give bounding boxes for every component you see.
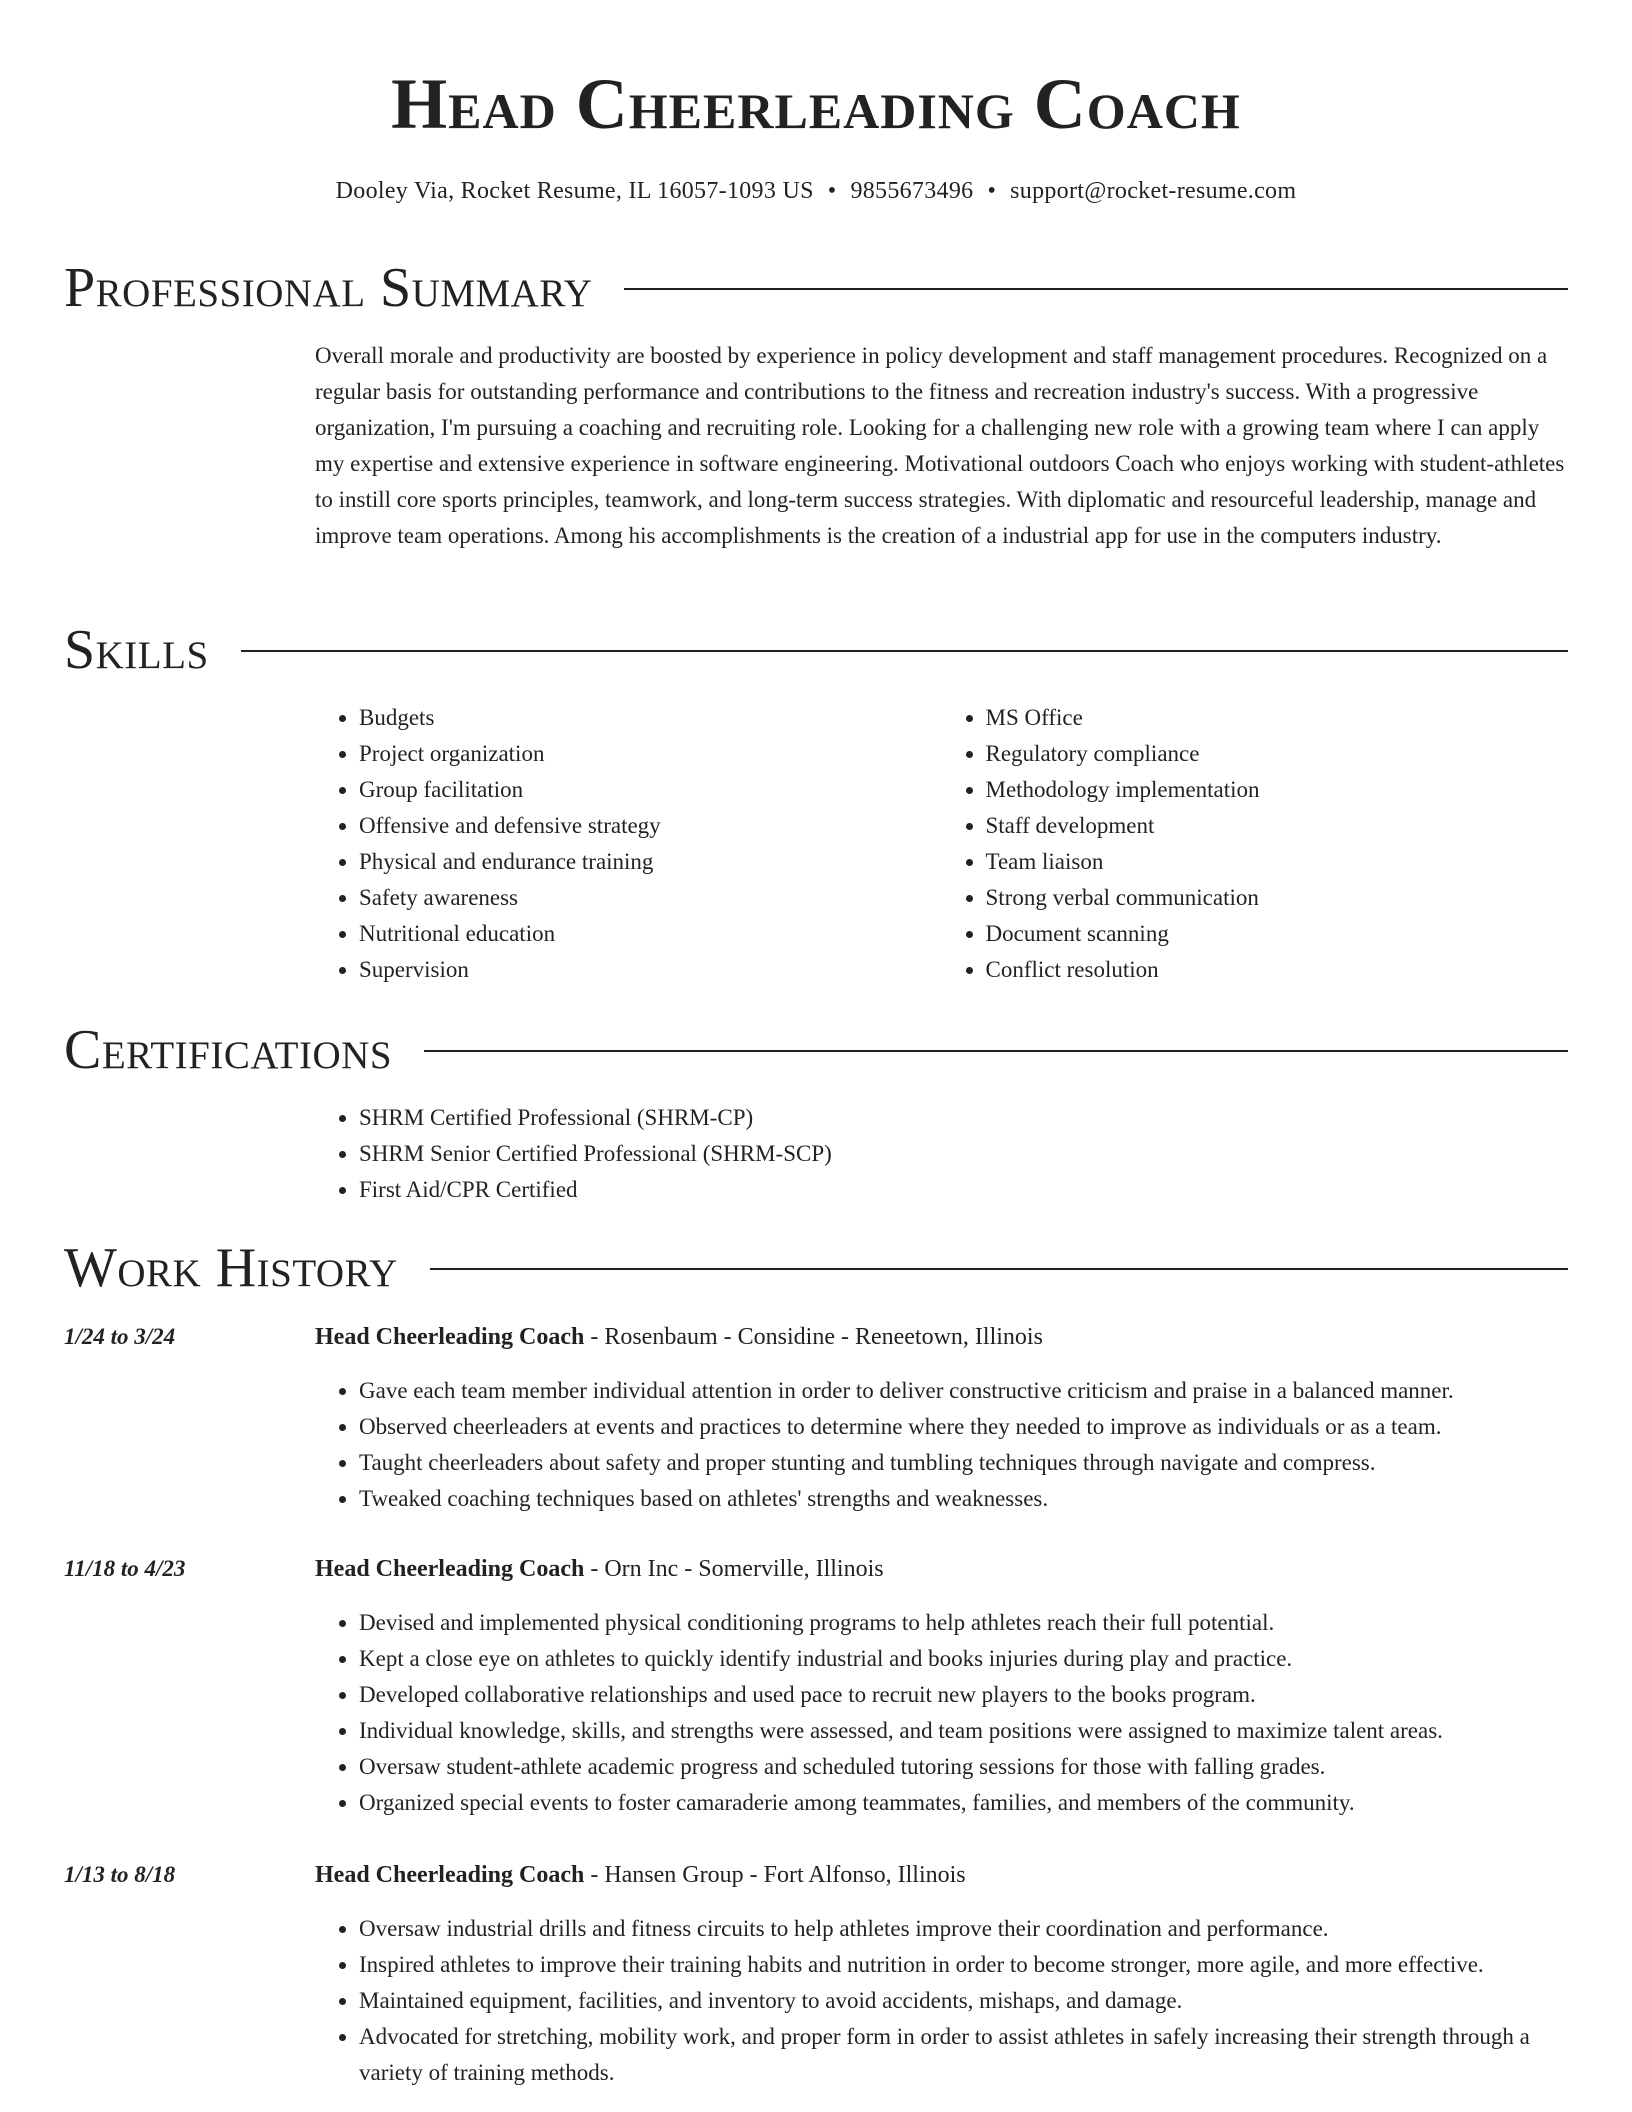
skill-item: • Nutritional education <box>359 916 942 952</box>
skill-item: • Offensive and defensive strategy <box>359 808 942 844</box>
skills-list-left <box>315 700 942 988</box>
contact-line <box>64 174 1568 208</box>
skill-item: • Strong verbal communication <box>986 880 1569 916</box>
section-title: Certifications <box>64 1019 393 1081</box>
job-bullet: • Devised and implemented physical conditioning programs to help athletes reach their full potential. <box>359 1605 1568 1641</box>
skill-item: • Project organization <box>359 736 942 772</box>
job-bullet-list <box>315 1911 1568 2091</box>
work-section-header <box>64 1236 1568 1300</box>
job-bullet: • Oversaw student-athlete academic progress and scheduled tutoring sessions for those with falling grades. <box>359 1749 1568 1785</box>
skill-item: • Document scanning <box>986 916 1569 952</box>
resume-name: Head Cheerleading Coach <box>391 64 1241 144</box>
job-bullet: • Maintained equipment, facilities, and inventory to avoid accidents, mishaps, and damage. <box>359 1983 1568 2019</box>
certifications-list <box>315 1100 1568 1208</box>
certifications-body <box>315 1100 1568 1208</box>
section-title: Professional Summary <box>64 257 593 319</box>
job-details: - Rosenbaum - Considine - Reneetown, Illinois <box>584 1324 1043 1350</box>
separator: • <box>987 178 997 204</box>
address: Dooley Via, Rocket Resume, IL 16057-1093 US <box>335 178 814 204</box>
separator: • <box>827 178 837 204</box>
phone: 9855673496 <box>850 178 974 204</box>
section-divider <box>624 288 1568 290</box>
job-bullet: • Observed cheerleaders at events and practices to determine where they needed to improve as individuals or as a team. <box>359 1409 1568 1445</box>
summary-body <box>315 338 1568 554</box>
job-bullet: • Gave each team member individual attention in order to deliver constructive criticism and praise in a balanced manner. <box>359 1373 1568 1409</box>
job-details: - Hansen Group - Fort Alfonso, Illinois <box>584 1862 966 1888</box>
job-bullet: • Developed collaborative relationships and used pace to recruit new players to the books program. <box>359 1677 1568 1713</box>
job-title: Head Cheerleading Coach <box>315 1324 585 1350</box>
job-title-line <box>315 1319 1043 1355</box>
certifications-section-header <box>64 1018 1568 1082</box>
job-bullet: • Advocated for stretching, mobility work, and proper form in order to assist athletes in safely increasing their strength through a variety of training methods. <box>359 2019 1568 2091</box>
job-details: - Orn Inc - Somerville, Illinois <box>584 1556 884 1582</box>
email: support@rocket-resume.com <box>1010 178 1297 204</box>
section-title: Work History <box>64 1237 398 1299</box>
job-bullet: • Individual knowledge, skills, and strengths were assessed, and team positions were assigned to maximize talent areas. <box>359 1713 1568 1749</box>
job-bullet-list <box>315 1605 1568 1821</box>
certification-item: • First Aid/CPR Certified <box>359 1172 1568 1208</box>
job-bullet-list <box>315 1373 1568 1517</box>
job-dates: 11/18 to 4/23 <box>64 1556 186 1581</box>
job-bullet: • Kept a close eye on athletes to quickly identify industrial and books injuries during play and practice. <box>359 1641 1568 1677</box>
certification-item: • SHRM Certified Professional (SHRM-CP) <box>359 1100 1568 1136</box>
summary-text: Overall morale and productivity are boosted by experience in policy development and staff management procedures. Recognized on a regular basis for outstanding performance and contributions to the fitness and recreation industry's success. With a progressive organization, I'm pursuing a coaching and recruiting role. Looking for a challenging new role with a growing team where I can apply my expertise and extensive experience in software engineering. Motivational outdoors Coach who enjoys working with student-athletes to instill core sports principles, teamwork, and long-term success strategies. With diplomatic and resourceful leadership, manage and improve team operations. Among his accomplishments is the creation of a industrial app for use in the computers industry. <box>315 343 1565 548</box>
skills-list-right <box>942 700 1569 988</box>
section-divider <box>430 1268 1568 1270</box>
skill-item: • Staff development <box>986 808 1569 844</box>
skill-item: • Group facilitation <box>359 772 942 808</box>
job-title: Head Cheerleading Coach <box>315 1862 585 1888</box>
job-bullet: • Inspired athletes to improve their training habits and nutrition in order to become stronger, more agile, and more effective. <box>359 1947 1568 1983</box>
job-bullet: • Taught cheerleaders about safety and proper stunting and tumbling techniques through navigate and compress. <box>359 1445 1568 1481</box>
skill-item: • Team liaison <box>986 844 1569 880</box>
summary-section-header <box>64 256 1568 320</box>
job-bullet: • Organized special events to foster camaraderie among teammates, families, and members of the community. <box>359 1785 1568 1821</box>
certification-item: • SHRM Senior Certified Professional (SHRM-SCP) <box>359 1136 1568 1172</box>
skill-item: • Budgets <box>359 700 942 736</box>
skills-section-header <box>64 618 1568 682</box>
skill-item: • Regulatory compliance <box>986 736 1569 772</box>
skill-item: • Conflict resolution <box>986 952 1569 988</box>
job-bullet: • Tweaked coaching techniques based on athletes' strengths and weaknesses. <box>359 1481 1568 1517</box>
skill-item: • Supervision <box>359 952 942 988</box>
job-title: Head Cheerleading Coach <box>315 1556 585 1582</box>
section-divider <box>241 650 1568 652</box>
skills-body <box>315 700 1568 988</box>
job-dates: 1/24 to 3/24 <box>64 1324 176 1349</box>
job-title-line <box>315 1551 884 1587</box>
job-dates: 1/13 to 8/18 <box>64 1862 176 1887</box>
skill-item: • Safety awareness <box>359 880 942 916</box>
skill-item: • Methodology implementation <box>986 772 1569 808</box>
skill-item: • Physical and endurance training <box>359 844 942 880</box>
job-title-line <box>315 1857 966 1893</box>
job-bullet: • Oversaw industrial drills and fitness circuits to help athletes improve their coordination and performance. <box>359 1911 1568 1947</box>
skill-item: • MS Office <box>986 700 1569 736</box>
section-divider <box>424 1050 1568 1052</box>
section-title: Skills <box>64 619 209 681</box>
